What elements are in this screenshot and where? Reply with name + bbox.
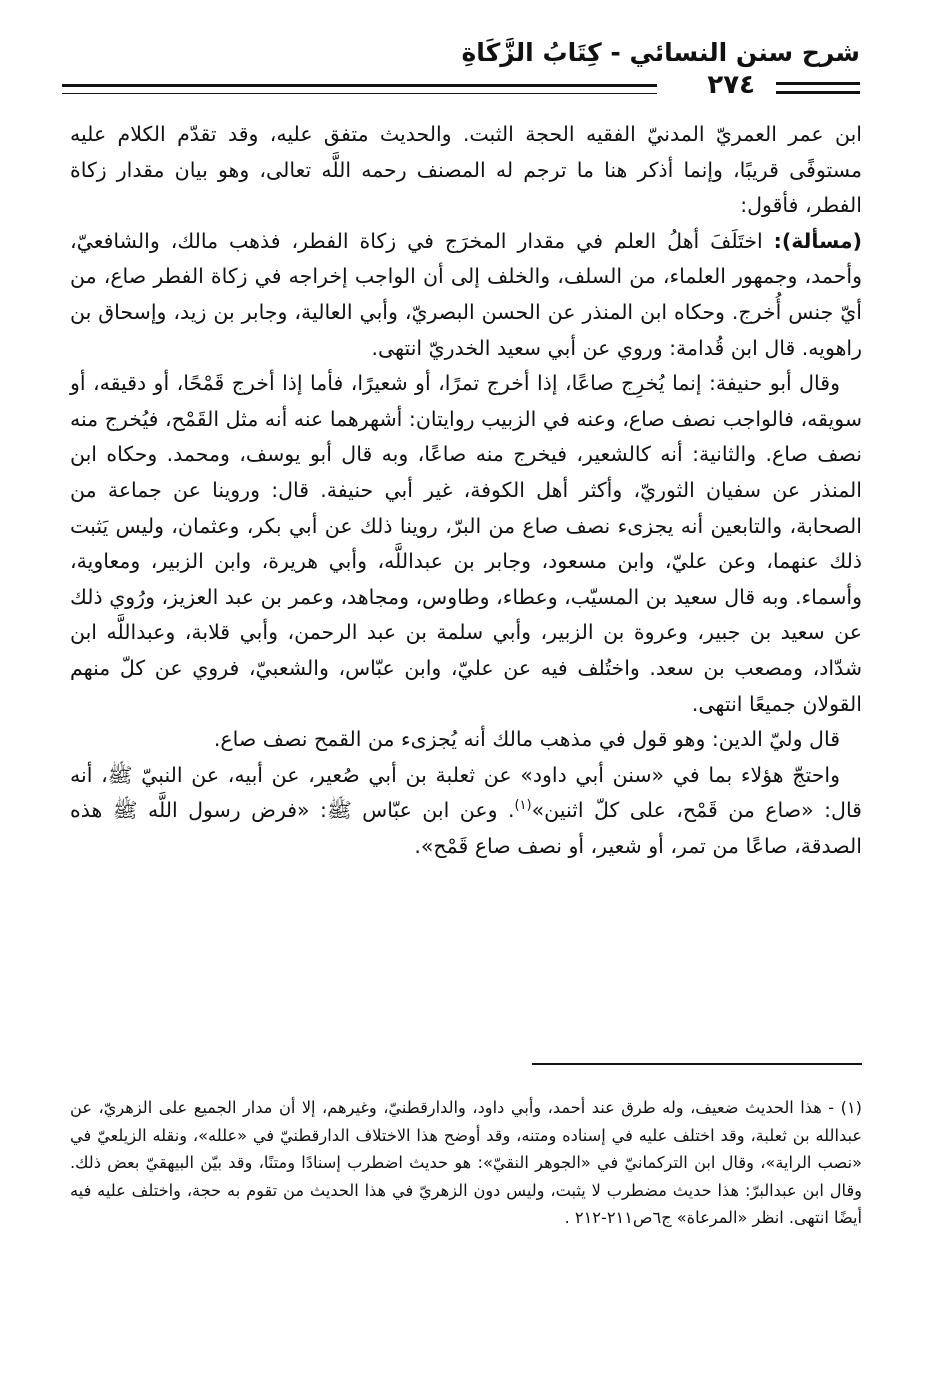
footnote-separator [532, 1063, 862, 1065]
paragraph-4: قال وليّ الدين: وهو قول في مذهب مالك أنه يُجزىء من القمح نصف صاع. [213, 727, 840, 752]
main-text [70, 117, 862, 864]
paragraph-2 [70, 224, 862, 366]
footnote-text: - هذا الحديث ضعيف، وله طرق عند أحمد، وأبي داود، والدارقطنيّ، وغيرهم، إلا أن مدار الجميع على الزهريّ، عن عبدالله بن ثعلبة، وقد اختلف عليه في إسناده ومتنه، وقد أوضح هذا الاختلاف الدارقطنيّ في «علله»، ونقله الزيلعيّ في «نصب الراية»، وقال ابن التركمانيّ في «الجوهر النقيّ»: هو حديث اضطرب إسنادًا ومتنًا، وقد بيّن البيهقيّ بعض ذلك. وقال ابن عبدالبرّ: هذا حديث مضطرب لا يثبت، وليس دون الزهريّ في هذا الحديث من تقوم به حجة، واختلف عليه فيه أيضًا انتهى. انظر «المرعاة» ج٦ص٢١١-٢١٢ . [70, 1098, 862, 1228]
header-rule [62, 84, 657, 94]
paragraph-5-part-a: واحتجّ هؤلاء بما في «سنن أبي داود» عن ثعلبة بن أبي صُعير، عن أبيه، عن النبيّ ﷺ، أنه قال: «صاع من قَمْح، على كلّ اثنين» [70, 762, 862, 823]
footnote-section [70, 1094, 862, 1232]
page-number: ٢٧٤ [707, 70, 755, 100]
footnote-number: (١) [840, 1098, 862, 1117]
paragraph-3: وقال أبو حنيفة: إنما يُخرِج صاعًا، إذا أخرج تمرًا، أو شعيرًا، فأما إذا أخرج قَمْحًا، أو دقيقه، أو سويقه، فالواجب نصف صاع، وعنه في الزبيب روايتان: أشهرهما عنه أنه مثل القَمْح، فيُخرج منه نصف صاع. والثانية: أنه كالشعير، فيخرج منه صاعًا، وبه قال أبو يوسف، ومحمد. وحكاه ابن المنذر عن سفيان الثوريّ، وأكثر أهل الكوفة، غير أبي حنيفة. قال: وروينا عن جماعة من الصحابة، والتابعين أنه يجزىء نصف صاع من البرّ، روينا ذلك عن أبي بكر، وعثمان، وليس يَثبت ذلك عنهما، وعن عليّ، وابن مسعود، وجابر بن عبداللَّه، وأبي هريرة، وابن الزبير، ومعاوية، وأسماء. وبه قال سعيد بن المسيّب، وعطاء، وطاوس، ومجاهد، وعمر بن عبد العزيز، ورُوي ذلك عن سعيد بن جبير، وعروة بن الزبير، وأبي سلمة بن عبد الرحمن، وأبي قلابة، وعبداللَّه ابن شدّاد، ومصعب بن سعد. واختُلف فيه عن عليّ، وابن عبّاس، والشعبيّ، فروي عن كلّ منهم القولان جميعًا انتهى. [70, 371, 862, 716]
paragraph-5-part-b: . وعن ابن عبّاس ﷺ: «فرض رسول اللَّه ﷺ هذه الصدقة، صاعًا من تمر، أو شعير، أو نصف صاع قَمْح». [70, 798, 862, 858]
footnote-1 [70, 1094, 862, 1232]
paragraph-5 [70, 758, 862, 865]
running-header-title: شرح سنن النسائي - كِتَابُ الزَّكَاةِ [461, 38, 860, 67]
paragraph-1: ابن عمر العمريّ المدنيّ الفقيه الحجة الثبت. والحديث متفق عليه، وقد تقدّم الكلام عليه مستوفًى قريبًا، وإنما أذكر هنا ما ترجم له المصنف رحمه اللَّه تعالى، وهو بيان مقدار زكاة الفطر، فأقول: [70, 122, 862, 218]
masala-term: (مسألة): [773, 228, 862, 253]
page-number-rule [776, 82, 860, 94]
paragraph-2-text: اختَلَفَ أهلُ العلم في مقدار المخرَج في زكاة الفطر، فذهب مالك، والشافعيّ، وأحمد، وجمهور العلماء، من السلف، والخلف إلى أن الواجب إخراجه في زكاة الفطر صاع، من أيّ جنس أُخرج. وحكاه ابن المنذر عن الحسن البصريّ، وأبي العالية، وجابر بن زيد، وإسحاق بن راهويه. قال ابن قُدامة: وروي عن أبي سعيد الخدريّ انتهى. [70, 228, 862, 360]
footnote-reference[interactable]: (١) [514, 798, 532, 814]
